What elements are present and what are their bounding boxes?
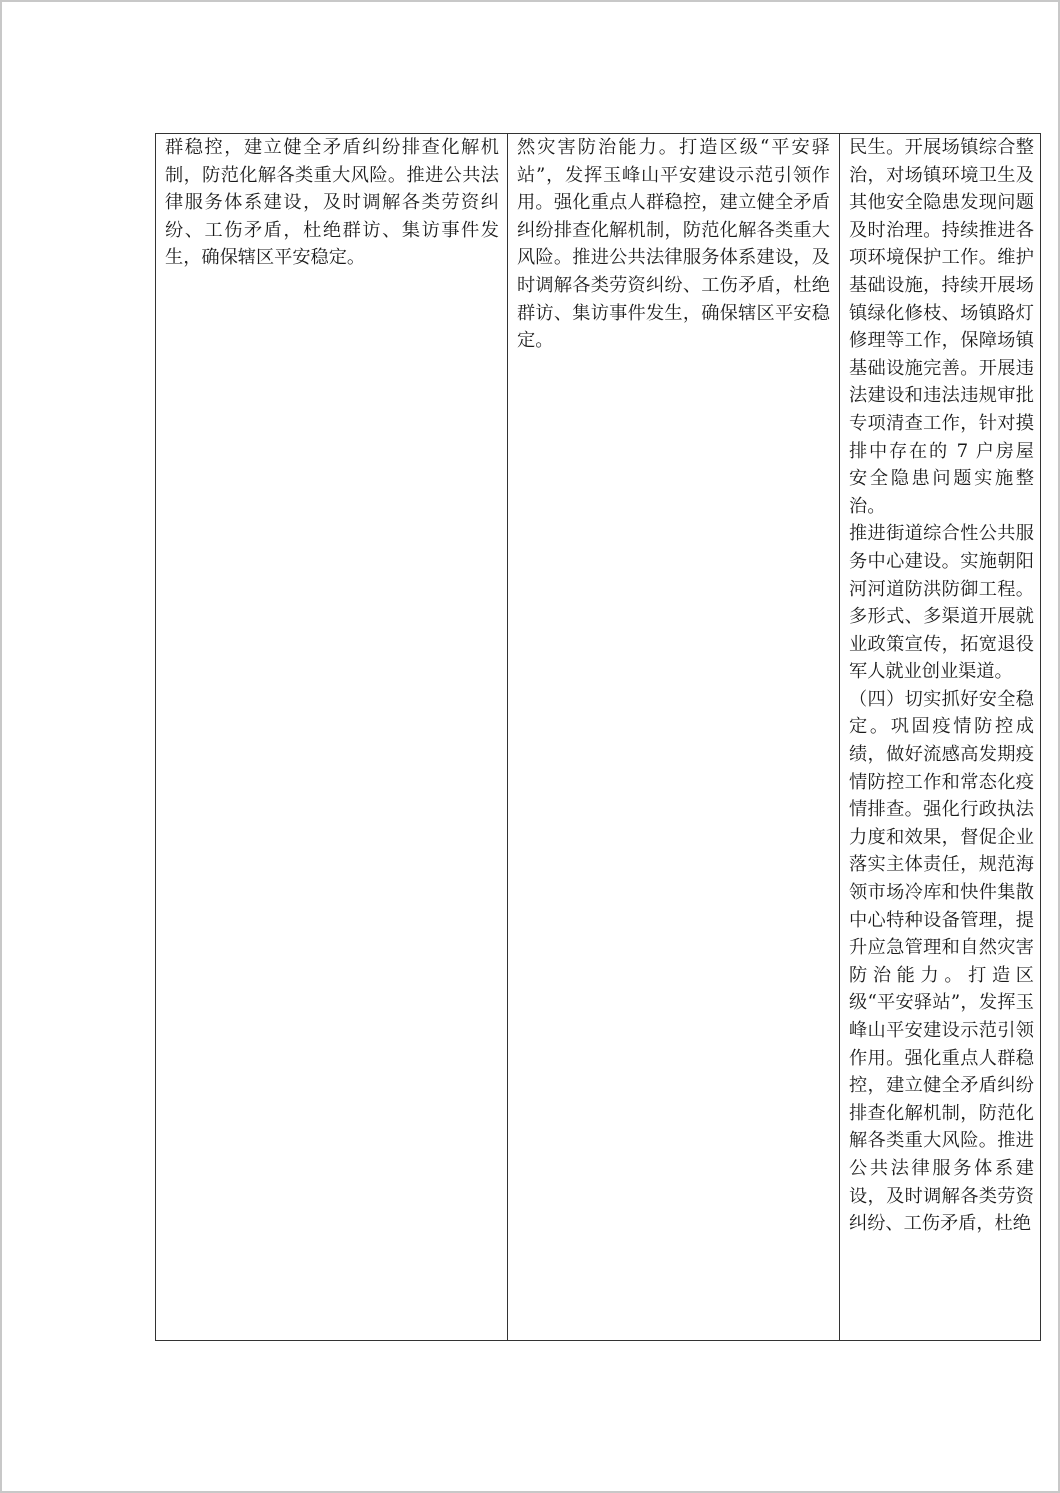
cell-text: 民生。开展场镇综合整治，对场镇环境卫生及其他安全隐患发现问题及时治理。持续推进各项环境保护工作。维护基础设施，持续开展场镇绿化修枝、场镇路灯修理等工作，保障场镇基础设施完善。开展违法建设和违法违规审批专项清查工作，针对摸排中存在的 7 户房屋安全隐患问题实施整治。 推进街道综合性公共服务中心建设。实施朝阳河河道防洪防御工程。多形式、多渠道开展就业政策宣传，拓宽退役军人就业创业渠道。 （四）切实抓好安全稳定。巩固疫情防控成绩，做好流感高发期疫情防控工作和常态化疫情排查。强化行政执法力度和效果，督促企业落实主体责任，规范海领市场冷库和快件集散中心特种设备管理，提升应急管理和自然灾害防治能力。打造区级“平安驿站”，发挥玉峰山平安建设示范引领作用。强化重点人群稳控，建立健全矛盾纠纷排查化解机制，防范化解各类重大风险。推进公共法律服务体系建设，及时调解各类劳资纠纷、工伤矛盾，杜绝 (849, 137, 1034, 1235)
cell-text: 然灾害防治能力。打造区级“平安驿站”，发挥玉峰山平安建设示范引领作用。强化重点人群稳控，建立健全矛盾纠纷排查化解机制，防范化解各类重大风险。推进公共法律服务体系建设，及时调解各类劳资纠纷、工伤矛盾，杜绝群访、集访事件发生，确保辖区平安稳定。 (517, 137, 830, 352)
table-cell-right (840, 134, 1041, 1341)
table-cell-left (156, 134, 508, 1341)
content-table (155, 133, 1041, 1341)
cell-text: 群稳控，建立健全矛盾纠纷排查化解机制，防范化解各类重大风险。推进公共法律服务体系建设，及时调解各类劳资纠纷、工伤矛盾，杜绝群访、集访事件发生，确保辖区平安稳定。 (165, 137, 499, 269)
table-row (156, 134, 1041, 1341)
table-cell-middle (508, 134, 840, 1341)
